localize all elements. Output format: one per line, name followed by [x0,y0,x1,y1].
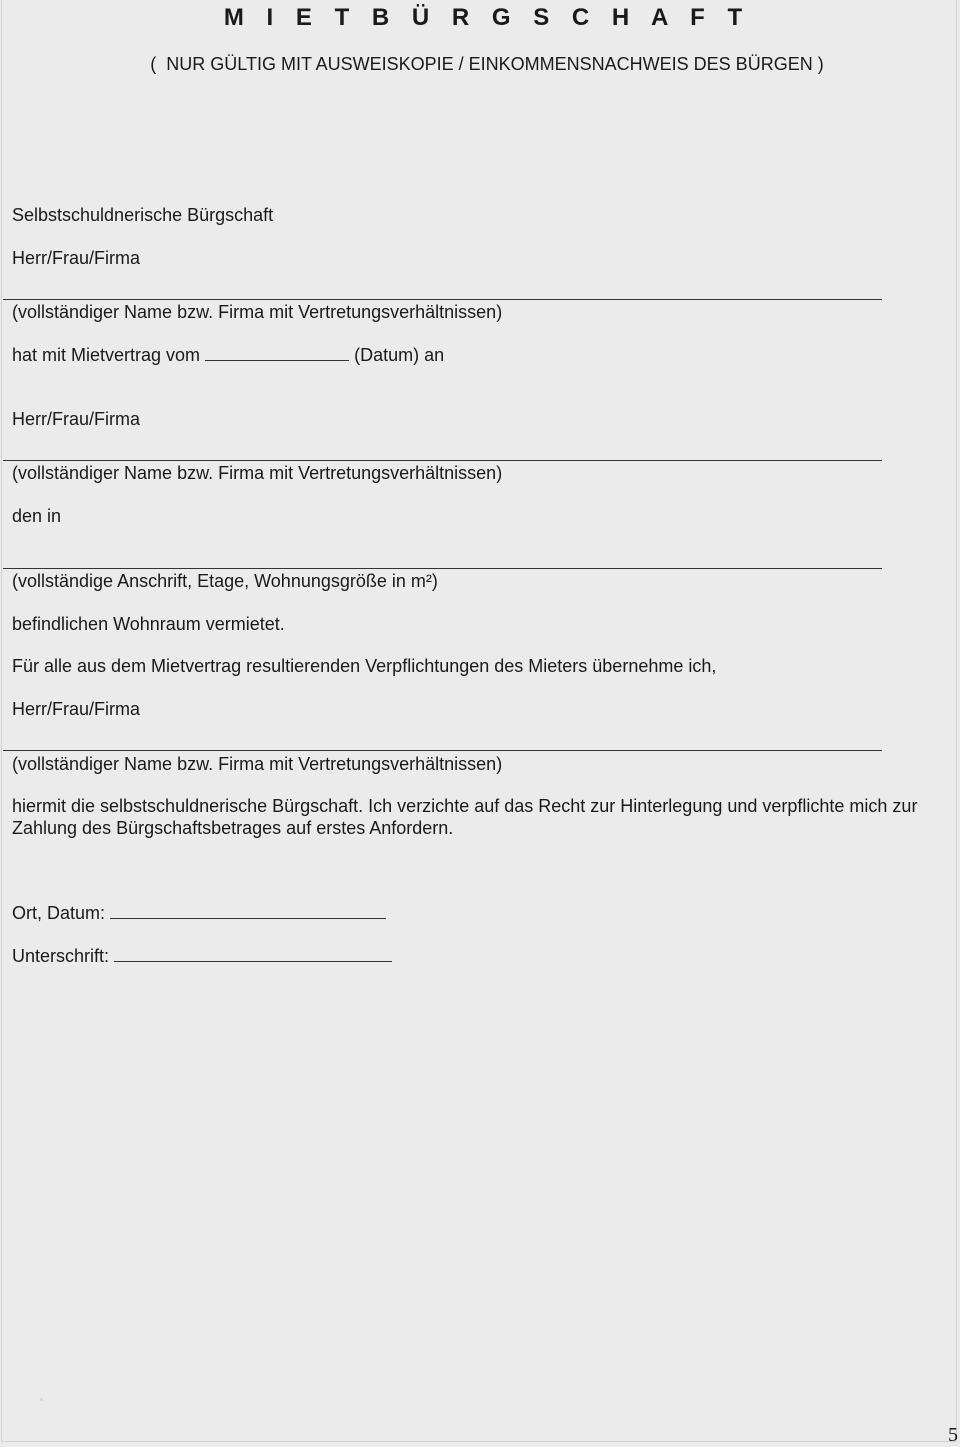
location-hint: (vollständige Anschrift, Etage, Wohnungsgröße in m²) [12,571,438,591]
signature-field[interactable] [114,945,392,962]
party1-name-line[interactable] [3,299,882,300]
page-number: 5 [948,1424,958,1446]
obligations-text: Für alle aus dem Mietvertrag resultierenden Verpflichtungen des Mieters übernehme ich, [12,656,717,676]
location-label: den in [12,506,62,526]
signature-label: Unterschrift: [12,946,110,966]
declaration-text: hiermit die selbstschuldnerische Bürgschaft. Ich verzichte auf das Recht zur Hinterlegung und verpflichte mich zur Zahlung des Bürgschaftsbetrages auf erstes Anfordern. [12,796,918,838]
scan-speck [40,1398,43,1401]
section-heading: Selbstschuldnerische Bürgschaft [12,205,274,225]
party1-label: Herr/Frau/Firma [12,248,141,268]
party2-name-line[interactable] [3,460,882,461]
contract-date-field[interactable] [205,344,349,361]
party1-hint: (vollständiger Name bzw. Firma mit Vertretungsverhältnissen) [12,302,503,322]
party2-hint: (vollständiger Name bzw. Firma mit Vertretungsverhältnissen) [12,463,503,483]
contract-date-line [12,344,444,366]
place-date-field[interactable] [110,902,386,919]
rented-text: befindlichen Wohnraum vermietet. [12,614,285,634]
address-line[interactable] [3,568,882,569]
contract-prefix: hat mit Mietvertrag vom [12,345,201,365]
signature-row [12,945,392,967]
document-title: M I E T B Ü R G S C H A F T [223,4,751,31]
party2-label: Herr/Frau/Firma [12,409,141,429]
place-date-row [12,902,386,924]
guarantor-hint: (vollständiger Name bzw. Firma mit Vertretungsverhältnissen) [12,754,503,774]
guarantor-name-line[interactable] [3,750,882,751]
document-subtitle: ( NUR GÜLTIG MIT AUSWEISKOPIE / EINKOMMENSNACHWEIS DES BÜRGEN ) [150,54,824,74]
place-date-label: Ort, Datum: [12,903,106,923]
guarantor-label: Herr/Frau/Firma [12,699,141,719]
contract-suffix: (Datum) an [354,345,445,365]
